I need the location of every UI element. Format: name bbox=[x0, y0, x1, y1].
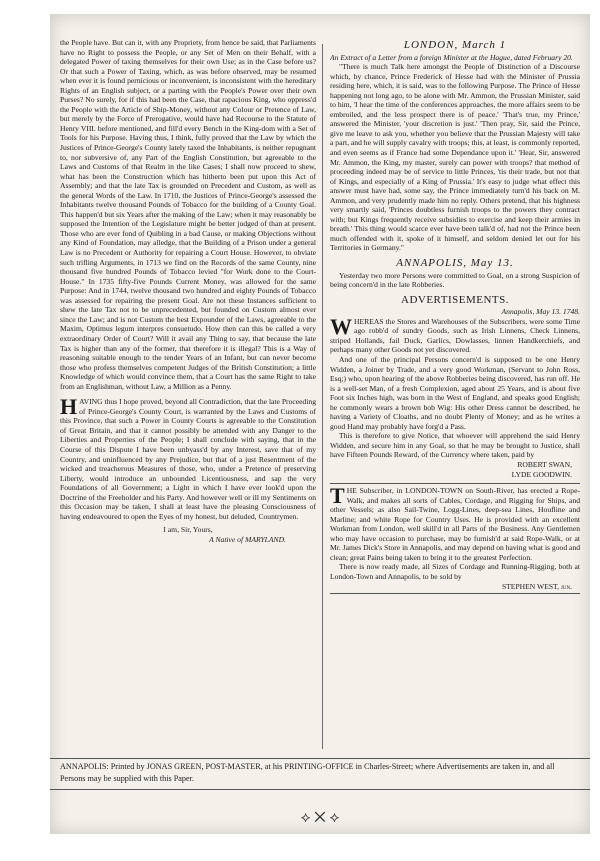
ad2-paragraph-2: There is now ready made, all Sizes of Cordage and Running-Rigging, both at London-Town and Annapolis, to be sold by bbox=[330, 562, 580, 581]
ad1-signer-1: ROBERT SWAN, bbox=[517, 459, 572, 469]
imprint-footer bbox=[50, 758, 590, 790]
london-dateline: LONDON, March 1 bbox=[403, 39, 507, 51]
ad1-signer-2: LYDE GOODWIN. bbox=[511, 469, 572, 479]
closing-line: I am, Sir, Yours, bbox=[163, 525, 213, 535]
drop-cap: H bbox=[60, 394, 78, 420]
essay-paragraph-1: the People have. But can it, with any Propriety, from hence be said, that Parliaments have no Right to possess the People, or any Set of Men on their Behalf, with a delegated Power of taxing themselves for their own Use; as in the Case before us? Or that such a Power of Taxing, which, as was before observed, may be resumed when ever it is found pernicious or inconvenient, is inconsistent with the hereditary Rights of an English subject, or a parting with the People's Power over their own Purses? No surely, for if this had been the Case, that rapacious King, who oppress'd the People with the Article of Ship-Money, without any Colour or Pretence of Law, but merely by the Force of Prerogative, would have had Recourse to the Statute of Henry VIII. before mentioned, and fill'd every Bench in the King-dom with a Set of Tools for his Purpose. Having thus, I think, fully proved that the Law by which the Justices of Prince-George's County lately taxed the Inhabitants, is neither repugnant to, nor subversive of, any Part of the English Constitution, but agreeable to the Laws and Customs of that Realm in the like Cases; I shall now proceed to shew, what has been the Construction which has hitherto been put upon this Act of Assembly; and that the late Tax is grounded on Precedent and Custom, as well as the general Words of the Law. In 1710, the Justices of Prince-George's assessed the Inhabitants twelve thousand Pounds of Tobacco for the building of a County Goal. This happen'd but six Years after the making of the Law; when it may reasonably be supposed the Intention of the Legislature might be better judged of than at present. Those who are ever fond of Quibling in a bad Cause, or making Objections without any Kind of Foundation, may alledge, that the Building of a Prison under a general Law is no Precedent or Authority for repairing a Court House. However, to obviate such trifling Arguments, in 1713 we find on the Records of the same County, nine thousand five hundred Pounds of Tobacco levied "for Work done to the Court-House." In 1735 fifty-five Pounds Current Money, was allowed for the same Purpose: And in 1744, twelve thousand two hundred and eighty Pounds of Tobacco was assessed for repairing the present Goal. Are not these Instances sufficient to shew the late Tax not to be unprecedented, but founded on Custom almost ever since the Law; and is not Custom the best Expounder of the Laws, agreeable to the Maxim, Optimus legum interpres consuetudo. How then can this be called a very extraordinary Order of Court? Will it avail any Thing to say, that because the late Tax is higher than any of the former, that therefore it is illegal? This is a Way of reasoning suitable enough to the tender Years of an Infant, but can never become those who profess themselves competent Judges of the British Constitution; a little Knowledge of which would convince them, that a Court has the same Right to take from an Englishman, without Law, a Million as a Penny. bbox=[60, 38, 316, 391]
advertisements-heading: ADVERTISEMENTS. bbox=[401, 293, 509, 306]
left-column bbox=[60, 38, 316, 750]
ad2-signer: STEPHEN WEST, jun. bbox=[501, 581, 572, 591]
ad1-paragraph-1: WHEREAS the Stores and Warehouses of the Subscribers, were some Time ago robb'd of sundry Goods, such as Irish Linnens, Check Linnens, striped Hollands, fail Duck, Garlics, Dowlasses, linnen Handkerchiefs, and perhaps many other Goods not yet discovered. bbox=[330, 313, 580, 355]
annapolis-dateline: ANNAPOLIS, May 13. bbox=[396, 257, 514, 270]
ad2 bbox=[330, 483, 580, 594]
london-letter: "There is much Talk here amongst the People of Distinction of a Discourse which, by chance, Prince Frederick of Hesse had with the Minister of Prussia residing here, which, it is said, was to the following Purpose. The Prince of Hesse happening not long ago, to be alone with Mr. Ammon, the Prussian Minister, said to him, 'I hear the time of the conferences approaches, the more affairs seem to be embroiled, and the less prospect there is of peace.' 'That's true, my Prince,' answered the Minister, 'your discretion is just.' 'Then pray, Sir, said the Prince, give me leave to ask you, whether you believe that the Prussian Majesty will take a part, and he will supply cavalry with troops; this, at least, is commonly reported, and even seems as if France had some Dependance upon it.' 'Hear, Sir, answered Mr. Ammon, the King, my master, surely can power with troops? that method of proceeding indeed may be of service to little Princes, 'tis their trade, but not that of Kings, and especially of a King of Prussia.' It's easy to judge what effect this answer must have had, some say, the Prince immediately turn'd his back on M. Ammon, and very prudently made him no reply. Others pretend, that his highness very smartly said, 'Princes doubtless furnish troops to the powers they contract with; but Kings frequently receive subsidies to exercise and keep their armies in breath.' This thing would scarce ever have been talk'd of, had not the Prince been much offended with it, spoke of it himself, and seldom denied let out for his Territories in Germany." bbox=[330, 62, 580, 253]
column-divider bbox=[322, 44, 323, 749]
ornament-icon: ⟡ ✕ ⟡ bbox=[300, 810, 340, 826]
ad1-date: Annapolis, May 13. 1748. bbox=[501, 307, 580, 317]
newspaper-page bbox=[50, 14, 590, 834]
essay-paragraph-2: HAVING thus I hope proved, beyond all Contradiction, that the late Proceeding of Prince-George's County Court, is warranted by the Laws and Customs of this Province, that such a Power in County Courts is agreeable to the Constitution of Great Britain, and that it cannot possibly be attended with any Danger to the Liberties and Properties of the People; I shall conclude with saying, that in the Course of this Dispute I have been unbyass'd by any Interest, save that of my Country, and uninfluenced by any Prejudice, but that of a just Resentment of the wicked and treacherous Measures of those, who, under a Pretence of preserving Liberty, would introduce an unbounded Licentiousness, and sap the very Foundations of all Government; a Light in which I have ever look'd upon the Doctrine of the Freeholder and his Party. And however well or ill my Sentiments on this Occasion may be taken, I shall at least have the pleasing Consciousness of having endeavoured to open the Eyes of my honest, but deluded, Countrymen. bbox=[60, 394, 316, 521]
annapolis-news: Yesterday two more Persons were committed to Goal, on a strong Suspicion of being concern'd in the late Robberies. bbox=[330, 270, 580, 290]
london-subtitle: An Extract of a Letter from a foreign Minister at the Hague, dated February 20. bbox=[330, 52, 573, 62]
ad1-drop-cap: W bbox=[330, 313, 352, 339]
ad2-drop-cap: T bbox=[330, 483, 345, 509]
ad1-paragraph-2: And one of the principal Persons concern'd is supposed to be one Henry Widden, a Joiner by Trade, and a very good Workman, (Servant to John Ross, Esq;) who, upon hearing of the above Robberies being discovered, has run off. He is a well-set Man, of a fresh Complexion, aged about 25 Years, and is about five Foot six Inches high, was born in the West of England, and speaks good English; he commonly wears a brown bob Wig: His other Dress cannot be described, he having a Variety of Cloaths, and no doubt Plenty of Money; and as he writes a good Hand may probably have forg'd a Pass. bbox=[330, 354, 580, 431]
imprint-text: ANNAPOLIS: Printed by JONAS GREEN, POST-MASTER, at his PRINTING-OFFICE in Charles-Street; where Advertisements are taken in, and all Persons may be supplied with this Paper. bbox=[60, 762, 555, 783]
right-column bbox=[330, 38, 580, 750]
signature: A Native of MARYLAND. bbox=[209, 534, 286, 544]
ad1-paragraph-3: This is therefore to give Notice, that whoever will apprehend the said Henry Widden, and secure him in any Goal, so that he may be brought to Justice, shall have Fifteen Pounds Reward, of the Currency where taken, paid by bbox=[330, 431, 580, 460]
ad2-paragraph-1: THE Subscriber, in LONDON-TOWN on South-River, has erected a Rope-Walk, and makes all sorts of Cables, Cordage, and Rigging for Ships, and other Vessels; as also Sail-Twine, Logg-Lines, deep-sea Lines, Houfline and Marline; and white Rope for Country Uses. He is provided with an excellent Workman from London, well skill'd in all Parts of the Business. Any Gentlemen who may have occasion to purchase, may be furnish'd at said Rope-Walk, or at Mr. James Dick's Store in Annapolis, and may depend on having what is good and clean; great Pains being taken to bring it to the greatest Perfection. bbox=[330, 483, 580, 562]
